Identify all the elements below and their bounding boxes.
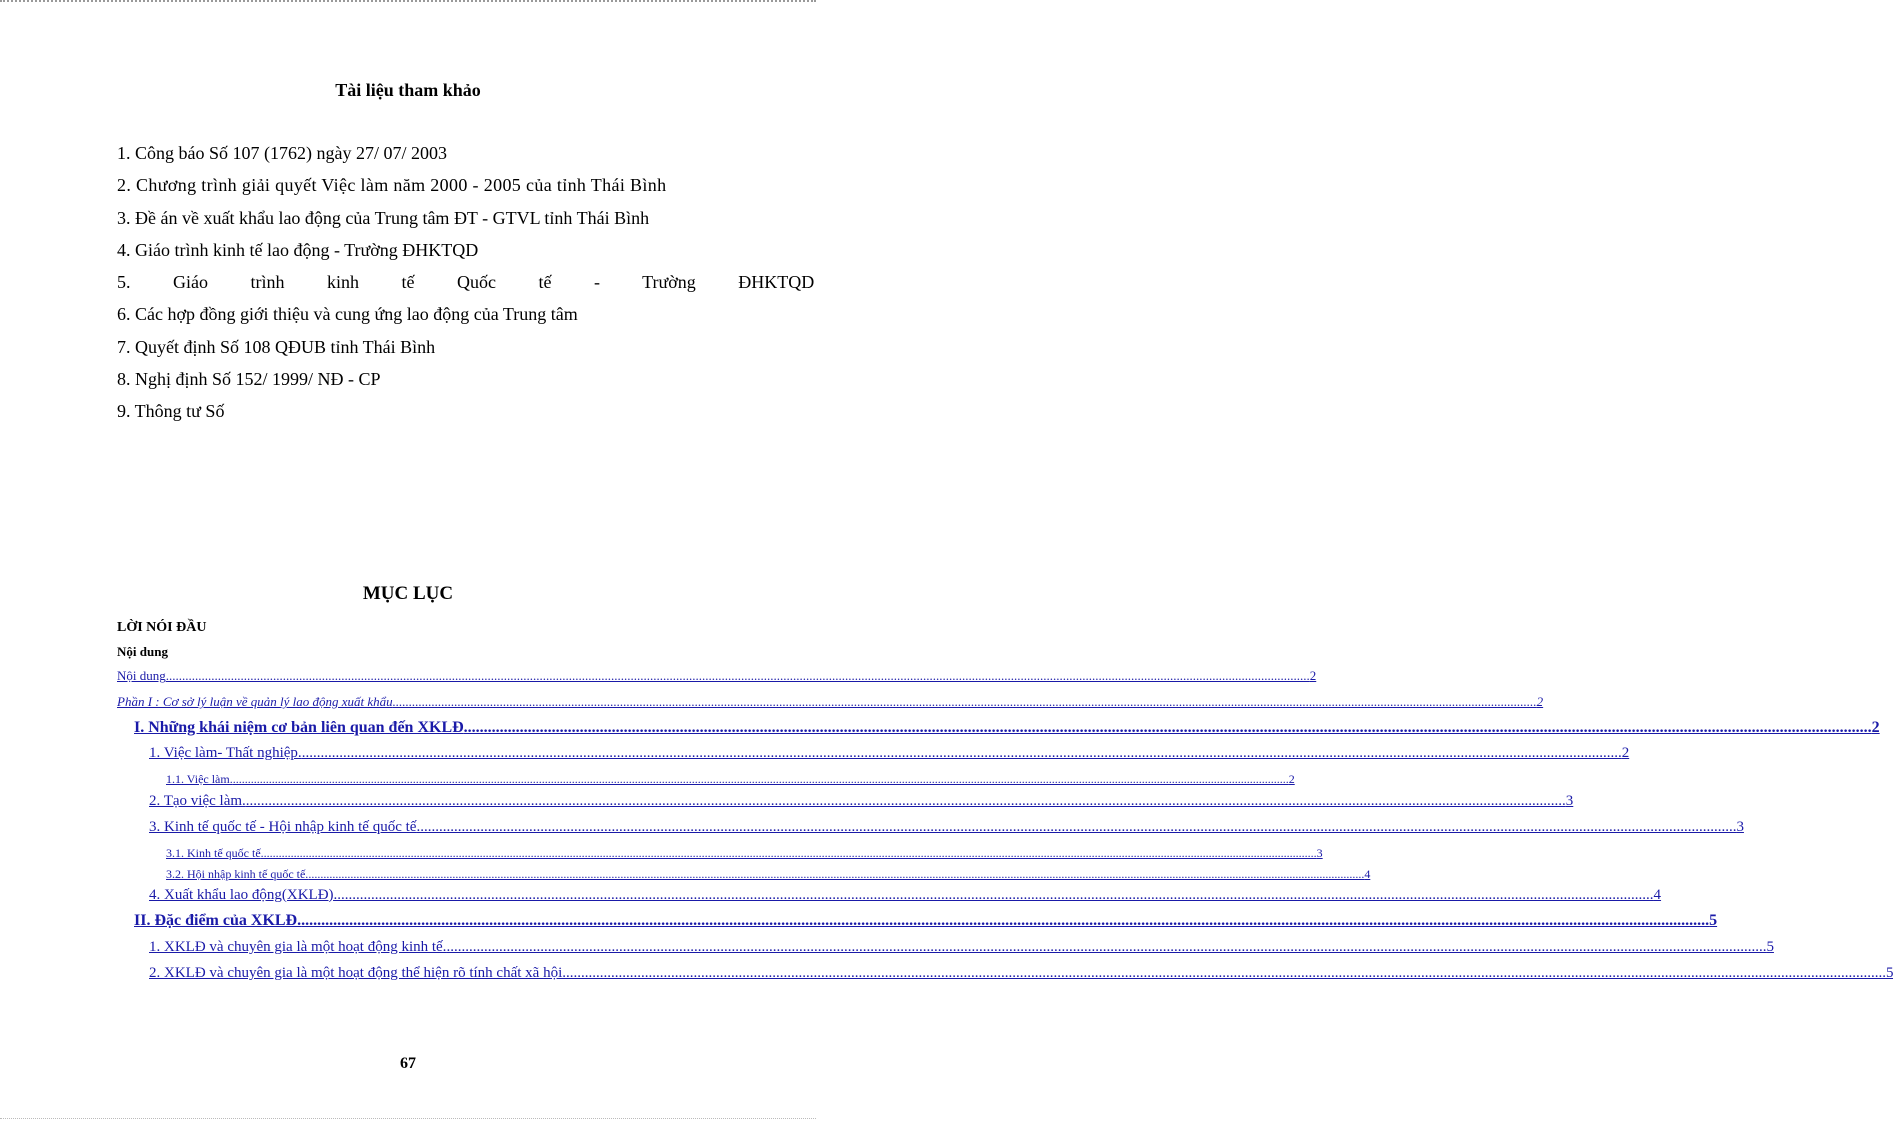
- toc-entry-page: 3: [1316, 846, 1323, 860]
- toc-entry-text: 4. Xuất khẩu lao động(XKLĐ): [149, 887, 334, 903]
- toc-dot-leader: [393, 694, 1537, 710]
- toc-entry-text: 1.1. Việc làm.: [166, 772, 233, 786]
- toc-entry-text: 1. XKLĐ và chuyên gia là một hoạt động kinh tế.: [149, 939, 447, 955]
- toc-entry[interactable]: [149, 887, 1662, 904]
- reference-item: 8. Nghị định Số 152/ 1999/ NĐ - CP: [117, 369, 381, 390]
- toc-entry-text: I. Những khái niệm cơ bản liên quan đến XKLĐ: [134, 719, 464, 736]
- toc-entry[interactable]: [166, 772, 1295, 787]
- toc-entry-text: 2. XKLĐ và chuyên gia là một hoạt động thể hiện rõ tính chất xã hội.: [149, 965, 566, 981]
- toc-entry-text: 3.1. Kinh tế quốc tế: [166, 846, 261, 860]
- content-label: Nội dung: [117, 644, 168, 659]
- preface-heading: LỜI NÓI ĐẦU: [117, 620, 207, 635]
- toc-dot-leader: [246, 793, 1566, 810]
- reference-item-text: 2. Chương trình giải quyết Việc làm năm 2000 - 2005 của tỉnh Thái Bình: [117, 175, 667, 196]
- reference-item: [117, 169, 739, 201]
- reference-item: 6. Các hợp đồng giới thiệu và cung ứng lao động của Trung tâm: [117, 304, 578, 325]
- toc-entry-page: 5: [1766, 939, 1774, 955]
- toc-dot-leader: [302, 745, 1622, 762]
- toc-dot-leader: [308, 867, 1364, 882]
- toc-dot-leader: [566, 965, 1886, 982]
- toc-entry-page: 4: [1653, 887, 1662, 903]
- toc-entry-page: 3: [1565, 793, 1574, 809]
- reference-item: 5. Giáo trình kinh tế Quốc tế - Trường ĐHKTQD: [117, 272, 815, 293]
- toc-dot-leader: [464, 719, 1872, 737]
- toc-title: MỤC LỤC: [362, 583, 454, 604]
- toc-entry-text: II. Đặc điểm của XKLĐ.: [134, 912, 302, 929]
- toc-entry-page: 2: [1288, 772, 1295, 786]
- toc-dot-leader: [334, 887, 1654, 904]
- toc-entry[interactable]: [134, 912, 1718, 930]
- toc-entry-page: 5: [1885, 965, 1893, 981]
- toc-entry-page: 2: [1309, 668, 1317, 683]
- toc-entry[interactable]: [149, 819, 1744, 836]
- toc-entry-text: Phần I : Cơ sở lý luận về quản lý lao động xuất khẩu: [117, 694, 393, 709]
- toc-entry-page: 5: [1709, 912, 1718, 929]
- reference-item: 1. Công báo Số 107 (1762) ngày 27/ 07/ 2003: [117, 143, 447, 163]
- toc-dot-leader: [301, 912, 1709, 930]
- toc-entry[interactable]: [149, 965, 1893, 982]
- references-title: Tài liệu tham khảo: [335, 80, 481, 100]
- reference-item: 4. Giáo trình kinh tế lao động - Trường ĐHKTQD: [117, 239, 479, 260]
- toc-entry[interactable]: [149, 745, 1630, 762]
- page-number: 67: [400, 1055, 416, 1072]
- toc-entry[interactable]: [149, 939, 1774, 956]
- references-list: [117, 137, 815, 428]
- reference-item: 3. Đề án về xuất khẩu lao động của Trung tâm ĐT - GTVL tỉnh Thái Bình: [117, 207, 650, 228]
- toc-entry-text: 3.2. Hội nhập kinh tế quốc tế.: [166, 867, 309, 881]
- toc-entry[interactable]: [166, 867, 1371, 882]
- toc-dot-leader: [261, 846, 1317, 861]
- toc-dot-leader: [233, 772, 1289, 787]
- page-bottom-border: [0, 1118, 816, 1119]
- toc-entry-page: 4: [1364, 867, 1371, 881]
- toc-dot-leader: [416, 819, 1736, 836]
- reference-item: 7. Quyết định Số 108 QĐUB tỉnh Thái Bình: [117, 336, 436, 357]
- toc-entry[interactable]: [117, 668, 1317, 684]
- toc-entry[interactable]: [134, 719, 1880, 737]
- toc-entry-page: 2: [1621, 745, 1630, 761]
- toc-entry-page: 2: [1871, 719, 1880, 736]
- toc-entry-page: 2: [1536, 694, 1544, 709]
- toc-entry-text: 2. Tạo việc làm.: [149, 793, 246, 809]
- toc-dot-leader: [446, 939, 1766, 956]
- toc-entry[interactable]: [117, 694, 1544, 710]
- toc-entry-text: 3. Kinh tế quốc tế - Hội nhập kinh tế quốc tế: [149, 819, 417, 835]
- toc-entry-text: 1. Việc làm- Thất nghiệp.: [149, 745, 302, 761]
- toc-entry[interactable]: [166, 846, 1323, 861]
- page-top-border: [0, 0, 816, 6]
- toc-entry[interactable]: [149, 793, 1574, 810]
- toc-dot-leader: [166, 668, 1310, 684]
- toc-entry-text: Nội dung: [117, 668, 166, 683]
- toc-entry-page: 3: [1736, 819, 1744, 835]
- reference-item: 9. Thông tư Số: [117, 401, 225, 422]
